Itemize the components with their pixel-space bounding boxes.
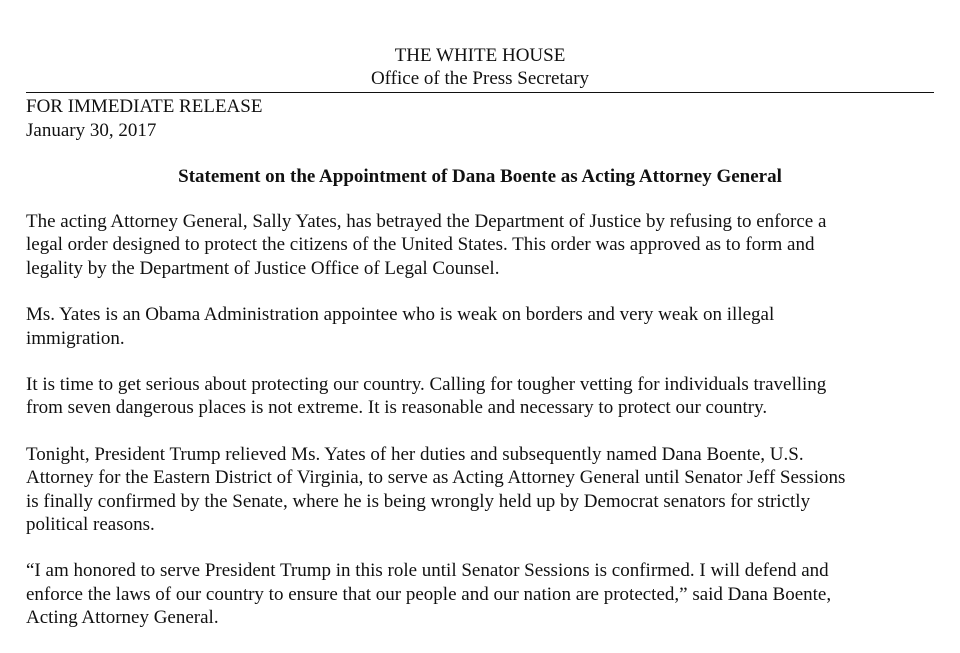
paragraph-line: Acting Attorney General. <box>26 607 219 629</box>
paragraph-5 <box>26 559 934 629</box>
paragraph-line: Ms. Yates is an Obama Administration appointee who is weak on borders and very weak on illegal <box>26 304 775 326</box>
release-label: FOR IMMEDIATE RELEASE <box>26 96 263 117</box>
release-date: January 30, 2017 <box>26 120 157 141</box>
paragraph-line: Attorney for the Eastern District of Virginia, to serve as Acting Attorney General until Senator Jeff Sessions <box>26 467 846 489</box>
paragraph-line: legal order designed to protect the citizens of the United States. This order was approved as to form and <box>26 234 815 256</box>
paragraph-line: enforce the laws of our country to ensure that our people and our nation are protected,” said Dana Boente, <box>26 583 832 605</box>
paragraph-4 <box>26 443 934 537</box>
header-divider <box>26 92 934 93</box>
paragraph-line: legality by the Department of Justice Office of Legal Counsel. <box>26 257 500 279</box>
organization-name: THE WHITE HOUSE <box>394 45 566 66</box>
statement-body <box>26 210 934 653</box>
paragraph-2 <box>26 303 934 350</box>
paragraph-line: Tonight, President Trump relieved Ms. Yates of her duties and subsequently named Dana Boente, U.S. <box>26 443 804 465</box>
paragraph-line: “I am honored to serve President Trump in this role until Senator Sessions is confirmed. I will defend and <box>26 560 829 582</box>
paragraph-line: from seven dangerous places is not extreme. It is reasonable and necessary to protect our country. <box>26 397 768 419</box>
statement-title: Statement on the Appointment of Dana Boente as Acting Attorney General <box>178 166 782 187</box>
paragraph-1 <box>26 210 934 280</box>
release-info <box>26 95 262 143</box>
paragraph-line: is finally confirmed by the Senate, where he is being wrongly held up by Democrat senators for strictly <box>26 490 811 512</box>
office-name: Office of the Press Secretary <box>370 68 590 89</box>
paragraph-3 <box>26 373 934 420</box>
paragraph-line: immigration. <box>26 327 125 349</box>
letterhead <box>26 44 934 90</box>
paragraph-line: It is time to get serious about protecting our country. Calling for tougher vetting for individuals travelling <box>26 374 827 396</box>
paragraph-line: political reasons. <box>26 514 155 536</box>
paragraph-line: The acting Attorney General, Sally Yates, has betrayed the Department of Justice by refusing to enforce a <box>26 211 827 232</box>
